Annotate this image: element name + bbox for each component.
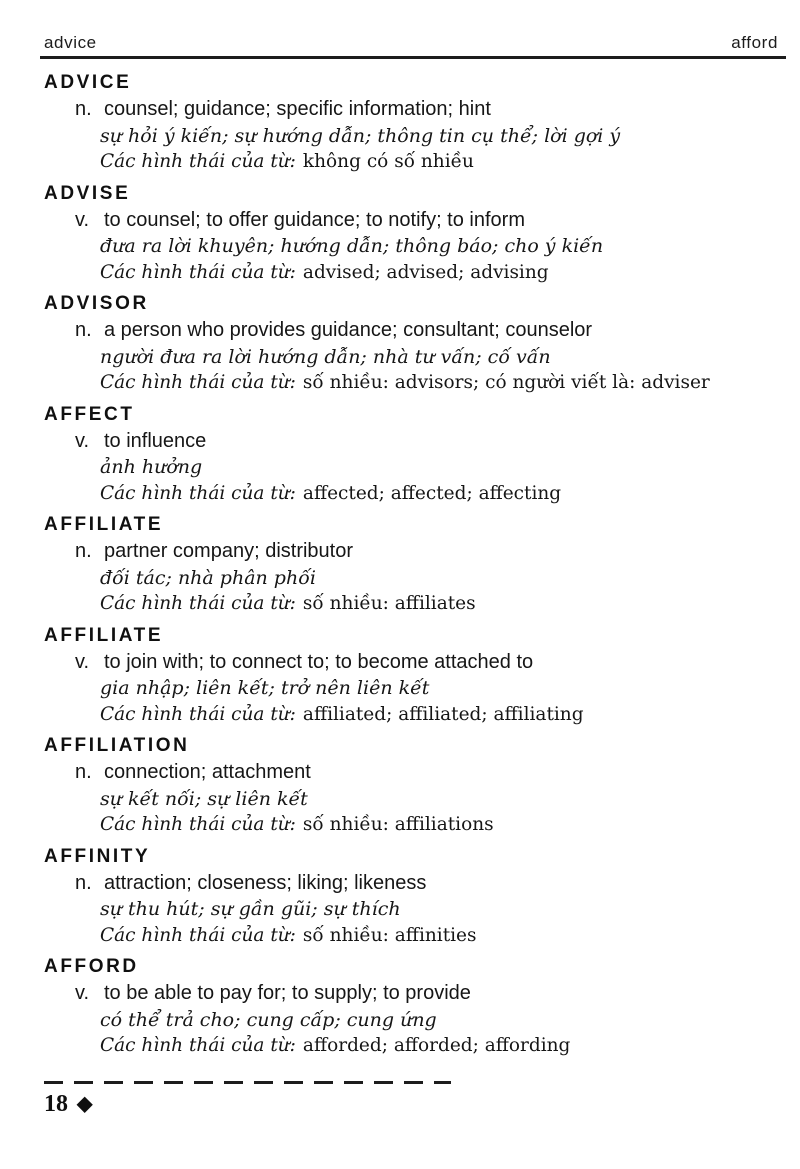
page-number: 18	[44, 1090, 68, 1117]
entry-body	[75, 96, 780, 176]
definition-text: to counsel; to offer guidance; to notify; to inform	[104, 208, 525, 231]
entry-advisor	[44, 291, 780, 397]
vietnamese-translation: có thể trả cho; cung cấp; cung ứng	[100, 1008, 437, 1031]
part-of-speech: v.	[75, 208, 90, 231]
entry-affiliate-verb	[44, 623, 780, 729]
definition-line	[75, 649, 780, 676]
definition-line	[75, 96, 780, 123]
headword: AFFILIATE	[44, 514, 164, 535]
forms-label: Các hình thái của từ:	[100, 261, 296, 283]
definition-line	[75, 759, 780, 786]
running-head	[0, 0, 800, 53]
entries-list	[0, 59, 800, 1060]
headword: AFFORD	[44, 956, 139, 977]
part-of-speech: v.	[75, 982, 90, 1004]
forms-value: số nhiều: advisors; có người viết là: adviser	[302, 372, 710, 393]
entry-affect	[44, 402, 780, 508]
part-of-speech: n.	[75, 540, 92, 562]
forms-value: số nhiều: affinities	[302, 924, 477, 946]
word-forms-line	[100, 812, 780, 839]
entry-affinity	[44, 844, 780, 950]
vietnamese-translation: sự hỏi ý kiến; sự hướng dẫn; thông tin cụ thể; lời gợi ý	[100, 124, 621, 147]
forms-value: afforded; afforded; affording	[302, 1035, 571, 1056]
word-forms-line	[100, 702, 780, 729]
forms-label: Các hình thái của từ:	[100, 1035, 296, 1056]
entry-body	[75, 759, 780, 839]
entry-body	[75, 649, 780, 729]
vietnamese-translation: gia nhập; liên kết; trở nên liên kết	[100, 677, 430, 699]
forms-label: Các hình thái của từ:	[100, 482, 296, 504]
part-of-speech: n.	[75, 319, 92, 341]
forms-label: Các hình thái của từ:	[100, 703, 296, 725]
part-of-speech: n.	[75, 98, 92, 120]
word-forms-line	[100, 260, 780, 287]
headword: ADVICE	[44, 72, 132, 93]
entry-body	[75, 207, 780, 287]
definition-text: to be able to pay for; to supply; to provide	[104, 982, 471, 1004]
definition-line	[75, 980, 780, 1007]
headword: AFFECT	[44, 403, 135, 425]
headword: ADVISOR	[44, 293, 149, 314]
headword: AFFINITY	[44, 845, 151, 867]
forms-value: advised; advised; advising	[302, 261, 549, 283]
footer	[44, 1091, 800, 1118]
forms-value: số nhiều: affiliations	[302, 814, 494, 835]
definition-line	[75, 428, 780, 455]
part-of-speech: n.	[75, 761, 92, 783]
forms-value: affected; affected; affecting	[302, 482, 562, 504]
entry-body	[75, 317, 780, 397]
entry-body	[75, 980, 780, 1060]
word-forms-line	[100, 149, 780, 176]
definition-text: a person who provides guidance; consultant; counselor	[104, 319, 593, 341]
word-forms-line	[100, 923, 780, 950]
definition-line	[75, 207, 780, 234]
vietnamese-translation: ảnh hưởng	[100, 456, 203, 478]
vietnamese-translation: sự kết nối; sự liên kết	[100, 787, 308, 810]
running-head-left: advice	[44, 33, 97, 52]
forms-label: Các hình thái của từ:	[100, 151, 296, 172]
definition-text: to join with; to connect to; to become attached to	[104, 650, 534, 673]
entry-advise	[44, 181, 780, 287]
headword: ADVISE	[44, 182, 131, 204]
word-forms-line	[100, 370, 780, 397]
forms-value: số nhiều: affiliates	[302, 593, 476, 614]
forms-label: Các hình thái của từ:	[100, 924, 296, 946]
forms-label: Các hình thái của từ:	[100, 372, 296, 393]
word-forms-line	[100, 591, 780, 618]
definition-text: partner company; distributor	[104, 540, 354, 562]
forms-value: affiliated; affiliated; affiliating	[302, 703, 584, 725]
headword: AFFILIATE	[44, 624, 164, 646]
vietnamese-translation: đưa ra lời khuyên; hướng dẫn; thông báo; cho ý kiến	[100, 235, 604, 257]
definition-line	[75, 317, 780, 344]
part-of-speech: v.	[75, 650, 90, 673]
entry-affiliate-noun	[44, 512, 780, 618]
vietnamese-translation: người đưa ra lời hướng dẫn; nhà tư vấn; cố vấn	[100, 345, 551, 368]
definition-text: attraction; closeness; liking; likeness	[104, 871, 427, 894]
definition-text: counsel; guidance; specific information; hint	[104, 98, 491, 120]
vietnamese-translation: sự thu hút; sự gần gũi; sự thích	[100, 898, 401, 920]
word-forms-line	[100, 481, 780, 508]
part-of-speech: n.	[75, 871, 92, 894]
entry-affiliation	[44, 733, 780, 839]
definition-text: connection; attachment	[104, 761, 311, 783]
definition-line	[75, 870, 780, 897]
definition-line	[75, 538, 780, 565]
entry-advice	[44, 70, 780, 176]
forms-label: Các hình thái của từ:	[100, 593, 296, 614]
entry-body	[75, 538, 780, 618]
entry-body	[75, 870, 780, 950]
entry-body	[75, 428, 780, 508]
footer-dashed-rule	[44, 1081, 451, 1084]
entry-afford	[44, 954, 780, 1060]
vietnamese-translation: đối tác; nhà phân phối	[100, 566, 316, 589]
word-forms-line	[100, 1033, 780, 1060]
running-head-right: afford	[731, 33, 778, 52]
headword: AFFILIATION	[44, 735, 190, 756]
forms-value: không có số nhiều	[302, 151, 474, 172]
part-of-speech: v.	[75, 429, 90, 452]
forms-label: Các hình thái của từ:	[100, 814, 296, 835]
diamond-icon: ◆	[77, 1093, 93, 1115]
definition-text: to influence	[104, 429, 207, 452]
